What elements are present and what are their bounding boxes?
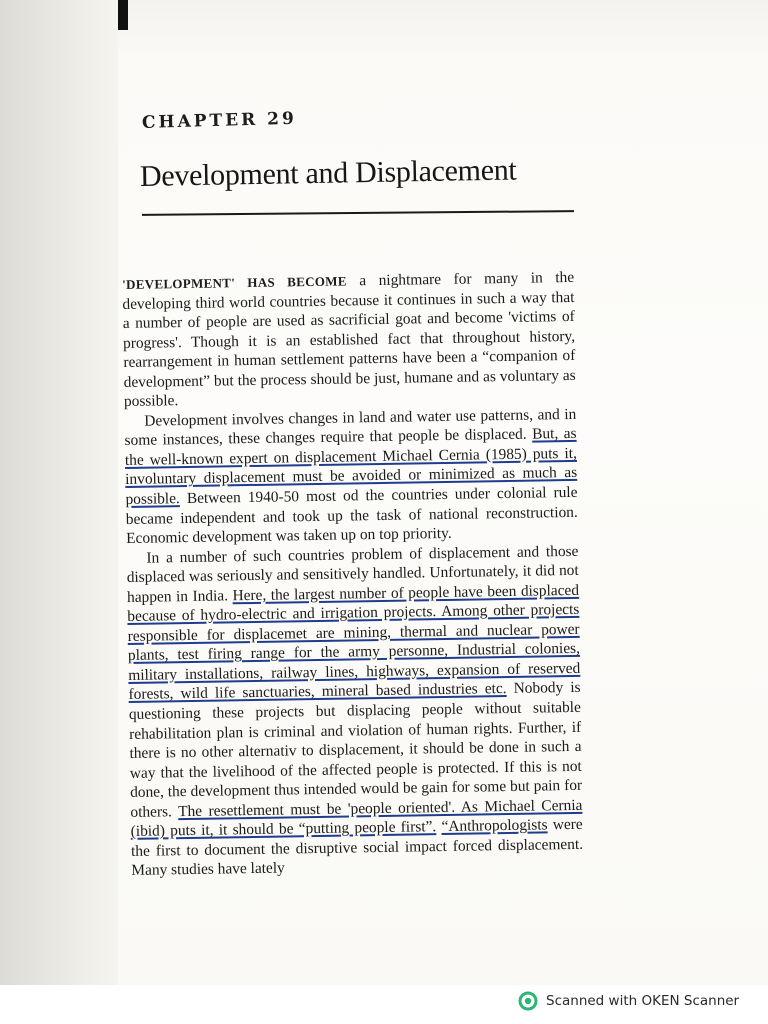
oken-scanner-logo-icon — [518, 991, 538, 1011]
paragraph-2 — [124, 405, 578, 549]
chapter-body — [122, 268, 583, 881]
underlined-passage-cernia: But, as the well-known expert on displacement Michael Cernia (1985) puts it, involuntary displacement must be avoided or minimized as much as possible. — [124, 425, 578, 508]
underlined-passage-projects: Here, the largest number of people have been displaced because of hydro-electric and irrigation projects. Among other projects responsible for displacemet are mining, thermal and nuclear power plants, test firing range for the army personne, Industrial colonies, military installations, railway lines, highways, expansion of reserved forests, wild life sanctuaries, mineral based industries etc. — [127, 581, 581, 704]
paragraph-1 — [122, 268, 576, 412]
chapter-title: Development and Displacement — [139, 153, 517, 193]
scanner-watermark-text: Scanned with OKEN Scanner — [546, 993, 740, 1009]
paragraph-3-text-a: In a number of such countries problem of displacement and those displaced was seriously and sensitively handled. Unfortunately, it did not happen in India. — [126, 542, 579, 606]
scanner-watermark — [518, 990, 739, 1012]
underlined-word-anthropologists: “Anthropologists — [441, 816, 548, 836]
paragraph-3-text-c: were the first to document the disruptive social impact forced displacement. Many studies have lately — [130, 816, 584, 880]
paragraph-1-text: a nightmare for many in the developing third world countries because it continues in such a way that a number of people are used as sacrificial goat and become 'victims of progress'. Though it is an established fact that throughout history, rearrangement in human settlement patterns have been a “companion of development” but the process should be just, humane and as voluntary as possible. — [122, 268, 576, 411]
underlined-passage-resettlement: The resettlement must be 'people oriented'. As Michael Cernia (ibid) puts it, it should be “putting people first”. — [130, 796, 583, 841]
page-binding-edge — [118, 0, 128, 30]
opening-small-caps: 'DEVELOPMENT' HAS BECOME — [122, 273, 347, 292]
book-spine-shadow — [0, 0, 118, 985]
paragraph-2-text-a: Development involves changes in land and water use patterns, and in some instances, these changes require that people be displaced. — [124, 405, 577, 450]
paragraph-3 — [126, 542, 583, 881]
chapter-number: CHAPTER 29 — [141, 108, 298, 133]
paragraph-3-text-b: Nobody is questioning these projects but displacing people without suitable rehabilitation plan is criminal and violation of human rights. Further, if there is no other alternativ to displacement, it should be done in such a way that the livelihood of the affected people is protected. If this is not done, the development thus intended would be gain for some but pain for others. — [128, 679, 583, 821]
paragraph-2-text-b: Between 1940-50 most od the countries under colonial rule became independent and took up the task of national reconstruction. Economic development was taken up on top priority. — [125, 483, 578, 548]
